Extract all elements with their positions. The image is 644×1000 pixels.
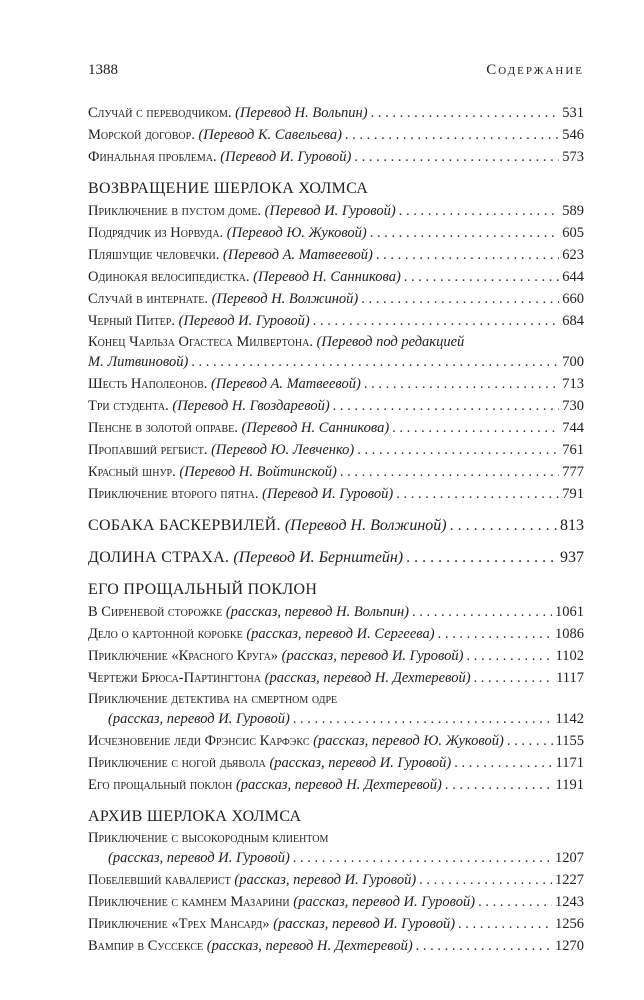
toc-group — [88, 579, 584, 796]
entry-title: Побелевший кавалерист — [88, 872, 231, 888]
entry-translator: (Перевод Н. Санникова) — [253, 269, 401, 285]
entry-page: 531 — [562, 105, 584, 121]
entry-page: 1256 — [555, 916, 584, 932]
leader-dots — [364, 373, 559, 395]
leader-dots — [474, 667, 554, 689]
entry-page: 546 — [562, 127, 584, 143]
entry-text — [88, 601, 409, 623]
entry-translator: (Перевод И. Гуровой) — [178, 313, 310, 329]
toc-entry — [88, 913, 584, 935]
entry-page: 1061 — [555, 604, 584, 620]
entry-page: 730 — [562, 398, 584, 414]
entry-text — [88, 645, 463, 667]
toc-group — [88, 102, 584, 168]
leader-dots — [293, 848, 552, 869]
entry-text — [88, 774, 442, 796]
toc-entry — [88, 623, 584, 645]
leader-dots — [345, 124, 559, 146]
toc-entry — [88, 601, 584, 623]
entry-text — [88, 395, 330, 417]
section-heading: АРХИВ ШЕРЛОКА ХОЛМСА — [88, 808, 302, 825]
toc-entry — [88, 645, 584, 667]
toc-entry — [88, 752, 584, 774]
entry-page: 791 — [562, 486, 584, 502]
toc-entry — [88, 483, 584, 505]
section-heading: ЕГО ПРОЩАЛЬНЫЙ ПОКЛОН — [88, 581, 318, 598]
leader-dots — [357, 439, 559, 461]
toc-entry — [88, 417, 584, 439]
entry-page: 644 — [562, 269, 584, 285]
entry-page: 1102 — [555, 648, 584, 664]
entry-title: Красный шнур. — [88, 464, 176, 480]
leader-dots — [404, 266, 559, 288]
entry-translator: (рассказ, перевод Н. Дехтеревой) — [264, 670, 471, 686]
toc-entry — [88, 730, 584, 752]
leader-dots — [370, 222, 559, 244]
leader-dots — [371, 102, 560, 124]
entry-translator: (рассказ, перевод И. Сергеева) — [246, 626, 435, 642]
entry-text — [88, 417, 389, 439]
entry-text — [88, 667, 471, 689]
entry-title: Приключение с высокородным клиентом — [88, 830, 329, 846]
entry-title: Дело о картонной коробке — [88, 626, 243, 642]
leader-dots — [478, 891, 552, 913]
entry-text — [88, 288, 358, 310]
toc-entry — [88, 244, 584, 266]
toc-entry — [88, 124, 584, 146]
entry-title: Приключение в пустом доме. — [88, 203, 262, 219]
toc-entry — [88, 310, 584, 332]
entry-text — [88, 752, 451, 774]
leader-dots — [450, 515, 557, 537]
leader-dots — [406, 547, 557, 569]
entry-text — [88, 515, 447, 537]
group-spacer — [88, 796, 584, 806]
entry-title: Пропавший регбист. — [88, 442, 208, 458]
entry-translator: (Перевод К. Савельева) — [198, 127, 342, 143]
entry-title: Пляшущие человечки. — [88, 247, 220, 263]
toc-group — [88, 547, 584, 569]
toc-entry — [88, 891, 584, 913]
entry-translator: (рассказ, перевод Н. Дехтеревой) — [206, 938, 413, 954]
entry-text — [88, 439, 354, 461]
entry-text — [88, 730, 504, 752]
entry-page: 744 — [562, 420, 584, 436]
entry-translator: (Перевод А. Матвеевой) — [211, 376, 361, 392]
toc-entry — [88, 373, 584, 395]
entry-page: 1086 — [555, 626, 584, 642]
toc-entry-line — [88, 332, 584, 352]
toc-entry — [88, 395, 584, 417]
entry-page: 937 — [560, 549, 584, 566]
entry-title: Пенсне в золотой оправе. — [88, 420, 238, 436]
entry-translator: (Перевод И. Гуровой) — [220, 149, 352, 165]
entry-title: Вампир в Суссексе — [88, 938, 204, 954]
entry-text — [88, 200, 396, 222]
entry-translator: (Перевод И. Бернштейн) — [233, 549, 404, 566]
page-header — [88, 62, 584, 82]
entry-title: Конец Чарльза Огастеса Милвертона. — [88, 334, 313, 350]
leader-dots — [458, 913, 552, 935]
entry-translator: (Перевод Н. Вольпин) — [235, 105, 368, 121]
leader-dots — [396, 483, 559, 505]
entry-title: ДОЛИНА СТРАХА. — [88, 549, 230, 566]
entry-translator: (рассказ, перевод И. Гуровой) — [281, 648, 464, 664]
entry-translator: (Перевод Ю. Жуковой) — [226, 225, 367, 241]
entry-title: Приключение «Красного Круга» — [88, 648, 279, 664]
leader-dots — [412, 601, 552, 623]
entry-text — [88, 222, 367, 244]
leader-dots — [340, 461, 559, 483]
entry-title: Одинокая велосипедистка. — [88, 269, 250, 285]
leader-dots — [354, 146, 559, 168]
table-of-contents — [88, 102, 584, 957]
leader-dots — [293, 709, 553, 730]
entry-page: 605 — [562, 225, 584, 241]
entry-page: 1191 — [555, 777, 584, 793]
toc-entry — [88, 439, 584, 461]
toc-entry — [88, 935, 584, 957]
entry-translator-cont: (рассказ, перевод И. Гуровой) — [108, 711, 290, 727]
page-number: 1388 — [88, 62, 118, 78]
group-spacer — [88, 537, 584, 547]
group-spacer — [88, 168, 584, 178]
group-spacer — [88, 505, 584, 515]
leader-dots — [419, 869, 552, 891]
entry-title: Случай с переводчиком. — [88, 105, 232, 121]
leader-dots — [361, 288, 559, 310]
entry-translator: (Перевод под редакцией — [316, 334, 465, 350]
toc-entry — [88, 266, 584, 288]
entry-title: Приключение детектива на смертном одре — [88, 691, 338, 707]
entry-translator: (Перевод Н. Волжиной) — [284, 517, 447, 534]
entry-translator: (рассказ, перевод И. Гуровой) — [293, 894, 476, 910]
entry-page: 573 — [562, 149, 584, 165]
leader-dots — [392, 417, 559, 439]
toc-entry — [88, 828, 584, 869]
entry-translator-cont: (рассказ, перевод И. Гуровой) — [108, 850, 290, 866]
entry-translator: (рассказ, перевод Ю. Жуковой) — [313, 733, 504, 749]
toc-entry — [88, 667, 584, 689]
leader-dots — [333, 395, 560, 417]
entry-text — [88, 869, 416, 891]
entry-translator: (Перевод Н. Волжиной) — [211, 291, 359, 307]
toc-entry — [88, 461, 584, 483]
leader-dots — [416, 935, 552, 957]
entry-text — [88, 913, 455, 935]
entry-title: СОБАКА БАСКЕРВИЛЕЙ. — [88, 517, 281, 534]
leader-dots — [466, 645, 552, 667]
entry-title: Приключение с камнем Мазарини — [88, 894, 290, 910]
entry-page: 1171 — [555, 755, 584, 771]
entry-translator: (Перевод Н. Войтинской) — [179, 464, 337, 480]
toc-entry — [88, 869, 584, 891]
entry-translator: (рассказ, перевод И. Гуровой) — [234, 872, 417, 888]
toc-group — [88, 178, 584, 505]
entry-title: Морской договор. — [88, 127, 195, 143]
entry-text — [88, 483, 393, 505]
leader-dots — [454, 752, 552, 774]
leader-dots — [313, 310, 560, 332]
running-title: Содержание — [486, 62, 584, 78]
entry-translator: (рассказ, перевод И. Гуровой) — [273, 916, 456, 932]
leader-dots — [191, 352, 559, 373]
entry-page: 1142 — [555, 711, 584, 727]
entry-page: 1243 — [555, 894, 584, 910]
entry-page: 684 — [562, 313, 584, 329]
toc-entry — [88, 200, 584, 222]
toc-entry — [88, 146, 584, 168]
entry-title: Случай в интернате. — [88, 291, 209, 307]
toc-entry-line — [88, 352, 584, 373]
toc-entry-line — [88, 848, 584, 869]
entry-page: 1270 — [555, 938, 584, 954]
entry-text — [88, 146, 351, 168]
entry-translator: (рассказ, перевод И. Гуровой) — [269, 755, 452, 771]
entry-text — [88, 935, 413, 957]
entry-page: 660 — [562, 291, 584, 307]
toc-entry — [88, 332, 584, 373]
entry-text — [88, 244, 373, 266]
entry-translator: (Перевод Н. Гвоздаревой) — [172, 398, 330, 414]
entry-title: Приключение с ногой дьявола — [88, 755, 266, 771]
entry-title: Приключение второго пятна. — [88, 486, 259, 502]
toc-entry — [88, 222, 584, 244]
leader-dots — [438, 623, 552, 645]
entry-translator: (Перевод И. Гуровой) — [262, 486, 394, 502]
entry-page: 589 — [562, 203, 584, 219]
entry-page: 813 — [560, 517, 584, 534]
entry-title: Приключение «Трех Мансард» — [88, 916, 270, 932]
entry-text — [88, 461, 337, 483]
entry-text — [88, 891, 475, 913]
entry-page: 761 — [562, 442, 584, 458]
entry-title: Шесть Наполеонов. — [88, 376, 208, 392]
entry-page: 623 — [562, 247, 584, 263]
toc-entry-line — [88, 689, 584, 709]
entry-text — [88, 124, 342, 146]
leader-dots — [376, 244, 559, 266]
leader-dots — [445, 774, 553, 796]
group-spacer — [88, 569, 584, 579]
toc-entry — [88, 515, 584, 537]
entry-title: Финальная проблема. — [88, 149, 217, 165]
toc-entry — [88, 547, 584, 569]
entry-page: 713 — [562, 376, 584, 392]
toc-entry-line — [88, 709, 584, 730]
toc-entry — [88, 774, 584, 796]
entry-title: Три студента. — [88, 398, 169, 414]
leader-dots — [507, 730, 553, 752]
entry-text — [88, 547, 403, 569]
entry-translator: (Перевод Н. Санникова) — [241, 420, 390, 436]
entry-title: Черный Питер. — [88, 313, 175, 329]
entry-title: Чертежи Брюса-Партингтона — [88, 670, 261, 686]
toc-group — [88, 515, 584, 537]
entry-text — [88, 373, 361, 395]
entry-translator: (Перевод И. Гуровой) — [264, 203, 396, 219]
section-heading: ВОЗВРАЩЕНИЕ ШЕРЛОКА ХОЛМСА — [88, 180, 369, 197]
entry-page: 1227 — [555, 872, 584, 888]
entry-page: 1117 — [556, 670, 584, 686]
toc-group — [88, 806, 584, 957]
entry-translator: (рассказ, перевод Н. Вольпин) — [225, 604, 410, 620]
entry-title: Подрядчик из Норвуда. — [88, 225, 224, 241]
entry-title: Его прощальный поклон — [88, 777, 233, 793]
entry-text — [88, 266, 401, 288]
entry-translator: (рассказ, перевод Н. Дехтеревой) — [235, 777, 442, 793]
entry-translator-cont: М. Литвиновой) — [88, 354, 189, 370]
entry-page: 1155 — [555, 733, 584, 749]
entry-title: В Сиреневой сторожке — [88, 604, 223, 620]
entry-text — [88, 310, 310, 332]
entry-translator: (Перевод А. Матвеевой) — [223, 247, 373, 263]
leader-dots — [399, 200, 560, 222]
entry-translator: (Перевод Ю. Левченко) — [211, 442, 355, 458]
toc-entry-line — [88, 828, 584, 848]
entry-title: Исчезновение леди Фрэнсис Карфэкс — [88, 733, 310, 749]
entry-page: 1207 — [555, 850, 584, 866]
toc-entry — [88, 288, 584, 310]
entry-text — [88, 623, 435, 645]
entry-text — [88, 102, 368, 124]
entry-page: 777 — [562, 464, 584, 480]
toc-entry — [88, 689, 584, 730]
toc-entry — [88, 102, 584, 124]
entry-page: 700 — [562, 354, 584, 370]
